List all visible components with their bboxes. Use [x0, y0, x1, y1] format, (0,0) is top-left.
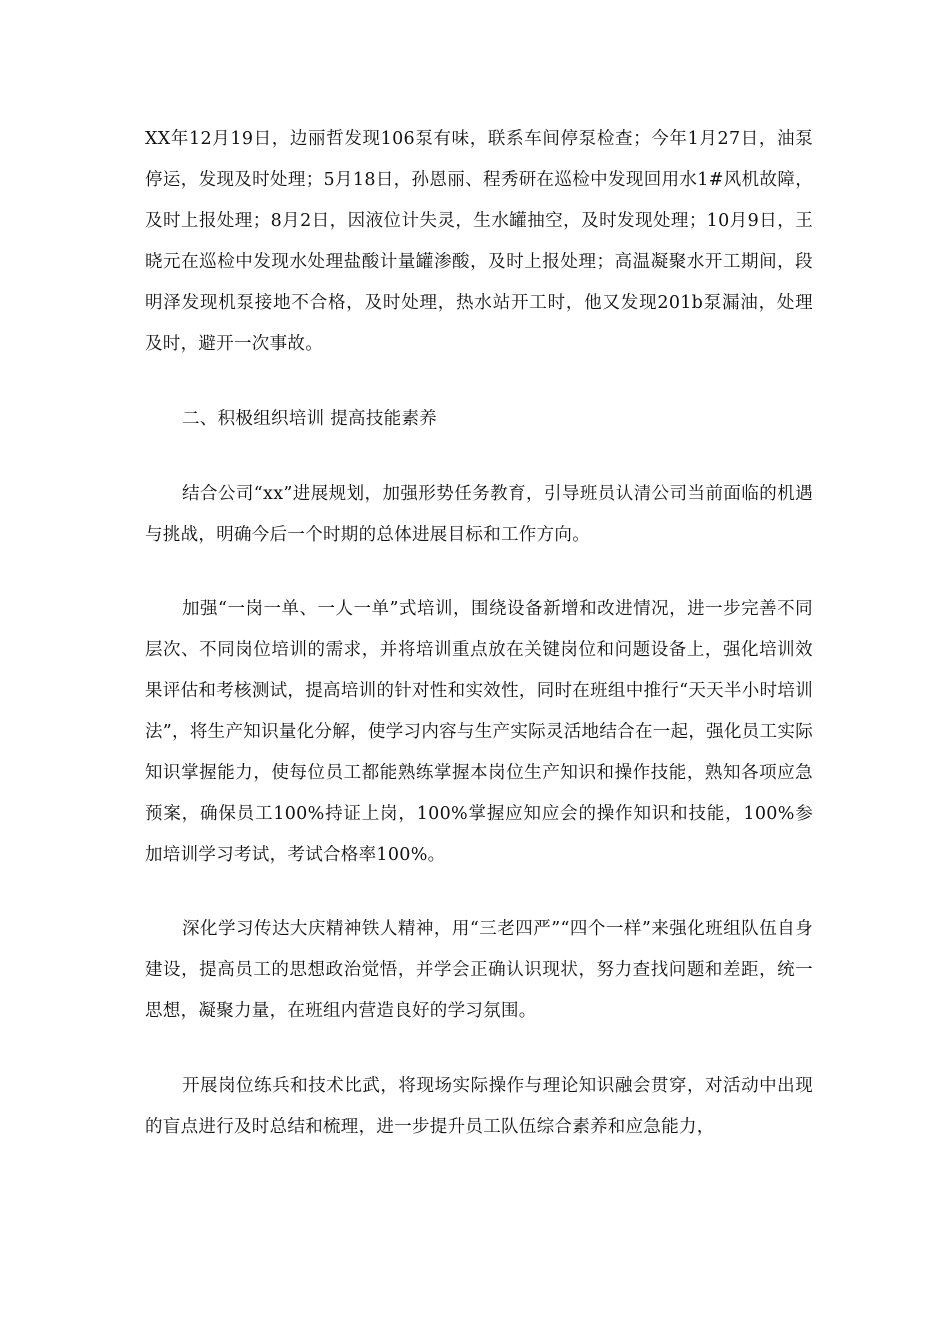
- paragraph-spirit-study: 深化学习传达大庆精神铁人精神，用“三老四严”“四个一样”来强化班组队伍自身建设，提高员工的思想政治觉悟，并学会正确认识现状，努力查找问题和差距，统一思想，凝聚力量，在班组内营造良好的学习氛围。: [145, 919, 813, 1021]
- paragraph-incident-record: XX年12月19日，边丽哲发现106泵有味，联系车间停泵检查；今年1月27日，油泵停运，发现及时处理；5月18日，孙恩丽、程秀研在巡检中发现回用水1#风机故障，及时上报处理；8月2日，因液位计失灵，生水罐抽空，及时发现处理；10月9日，王晓元在巡检中发现水处理盐酸计量罐渗酸，及时上报处理；高温凝聚水开工期间，段明泽发现机泵接地不合格，及时处理，热水站开工时，他又发现201b泵漏油，处理及时，避开一次事故。: [145, 129, 813, 354]
- document-body: [145, 119, 813, 1148]
- section-heading-training: 二、积极组织培训 提高技能素养: [182, 409, 438, 429]
- paragraph-planning-education: 结合公司“xx”进展规划，加强形势任务教育，引导班员认清公司当前面临的机遇与挑战，明确今后一个时期的总体进展目标和工作方向。: [145, 484, 813, 545]
- paragraph-job-training: 加强“一岗一单、一人一单”式培训，围绕设备新增和改进情况，进一步完善不同层次、不同岗位培训的需求，并将培训重点放在关键岗位和问题设备上，强化培训效果评估和考核测试，提高培训的针对性和实效性，同时在班组中推行“天天半小时培训法”，将生产知识量化分解，使学习内容与生产实际灵活地结合在一起，强化员工实际知识掌握能力，使每位员工都能熟练掌握本岗位生产知识和操作技能，熟知各项应急预案，确保员工100%持证上岗，100%掌握应知应会的操作知识和技能，100%参加培训学习考试，考试合格率100%。: [145, 599, 813, 865]
- paragraph-skill-competition: 开展岗位练兵和技术比武，将现场实际操作与理论知识融会贯穿，对活动中出现的盲点进行及时总结和梳理，进一步提升员工队伍综合素养和应急能力，: [145, 1076, 813, 1137]
